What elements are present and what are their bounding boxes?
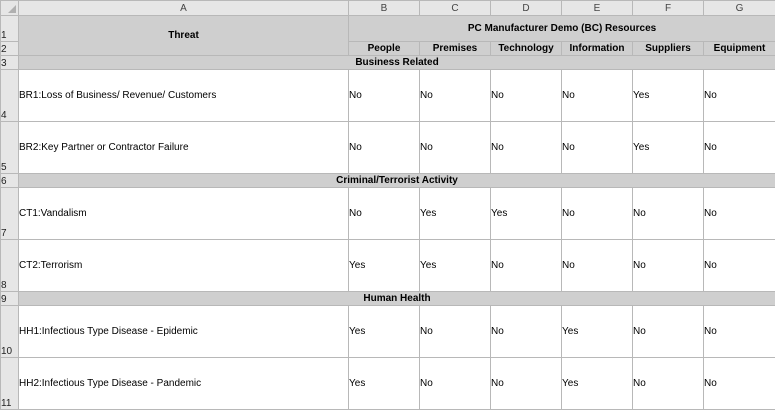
row-header-6[interactable]: 6 (1, 174, 19, 188)
column-header-g[interactable]: G (704, 1, 775, 16)
column-header-c[interactable]: C (420, 1, 491, 16)
value-cell[interactable]: No (420, 70, 491, 122)
value-cell[interactable]: No (704, 188, 775, 240)
row-header-9[interactable]: 9 (1, 292, 19, 306)
threat-cell[interactable]: CT1:Vandalism (19, 188, 349, 240)
value-cell[interactable]: No (633, 306, 704, 358)
section-header[interactable]: Human Health (19, 292, 775, 306)
column-header-f[interactable]: F (633, 1, 704, 16)
resource-header-people[interactable]: People (349, 42, 420, 56)
value-cell[interactable]: Yes (349, 358, 420, 410)
value-cell[interactable]: No (491, 70, 562, 122)
threat-header[interactable]: Threat (19, 16, 349, 56)
value-cell[interactable]: No (491, 358, 562, 410)
value-cell[interactable]: Yes (349, 306, 420, 358)
value-cell[interactable]: No (704, 358, 775, 410)
row-header-5[interactable]: 5 (1, 122, 19, 174)
value-cell[interactable]: Yes (633, 122, 704, 174)
value-cell[interactable]: Yes (491, 188, 562, 240)
row-header-7[interactable]: 7 (1, 188, 19, 240)
row-header-10[interactable]: 10 (1, 306, 19, 358)
row-header-1[interactable]: 1 (1, 16, 19, 42)
value-cell[interactable]: Yes (420, 188, 491, 240)
value-cell[interactable]: Yes (349, 240, 420, 292)
value-cell[interactable]: No (562, 188, 633, 240)
row-header-4[interactable]: 4 (1, 70, 19, 122)
value-cell[interactable]: No (562, 240, 633, 292)
resource-header-premises[interactable]: Premises (420, 42, 491, 56)
row-header-3[interactable]: 3 (1, 56, 19, 70)
value-cell[interactable]: No (633, 240, 704, 292)
column-header-e[interactable]: E (562, 1, 633, 16)
value-cell[interactable]: No (420, 306, 491, 358)
value-cell[interactable]: Yes (562, 358, 633, 410)
row-header-2[interactable]: 2 (1, 42, 19, 56)
value-cell[interactable]: No (704, 122, 775, 174)
threat-cell[interactable]: BR2:Key Partner or Contractor Failure (19, 122, 349, 174)
value-cell[interactable]: No (704, 70, 775, 122)
value-cell[interactable]: No (349, 188, 420, 240)
resource-header-technology[interactable]: Technology (491, 42, 562, 56)
row-header-11[interactable]: 11 (1, 358, 19, 410)
value-cell[interactable]: No (491, 240, 562, 292)
row-header-8[interactable]: 8 (1, 240, 19, 292)
value-cell[interactable]: Yes (633, 70, 704, 122)
threat-cell[interactable]: HH1:Infectious Type Disease - Epidemic (19, 306, 349, 358)
resources-group-header[interactable]: PC Manufacturer Demo (BC) Resources (349, 16, 775, 42)
resource-header-equipment[interactable]: Equipment (704, 42, 775, 56)
column-header-a[interactable]: A (19, 1, 349, 16)
value-cell[interactable]: No (420, 122, 491, 174)
column-header-b[interactable]: B (349, 1, 420, 16)
value-cell[interactable]: No (420, 358, 491, 410)
value-cell[interactable]: Yes (420, 240, 491, 292)
value-cell[interactable]: No (562, 70, 633, 122)
section-header[interactable]: Criminal/Terrorist Activity (19, 174, 775, 188)
section-header[interactable]: Business Related (19, 56, 775, 70)
value-cell[interactable]: No (562, 122, 633, 174)
threat-cell[interactable]: CT2:Terrorism (19, 240, 349, 292)
threat-cell[interactable]: HH2:Infectious Type Disease - Pandemic (19, 358, 349, 410)
threat-cell[interactable]: BR1:Loss of Business/ Revenue/ Customers (19, 70, 349, 122)
value-cell[interactable]: No (633, 188, 704, 240)
value-cell[interactable]: No (349, 70, 420, 122)
value-cell[interactable]: No (349, 122, 420, 174)
value-cell[interactable]: No (491, 122, 562, 174)
select-all-corner[interactable] (1, 1, 19, 16)
column-header-d[interactable]: D (491, 1, 562, 16)
value-cell[interactable]: No (633, 358, 704, 410)
value-cell[interactable]: No (704, 306, 775, 358)
resource-header-information[interactable]: Information (562, 42, 633, 56)
resource-header-suppliers[interactable]: Suppliers (633, 42, 704, 56)
value-cell[interactable]: No (491, 306, 562, 358)
value-cell[interactable]: No (704, 240, 775, 292)
value-cell[interactable]: Yes (562, 306, 633, 358)
